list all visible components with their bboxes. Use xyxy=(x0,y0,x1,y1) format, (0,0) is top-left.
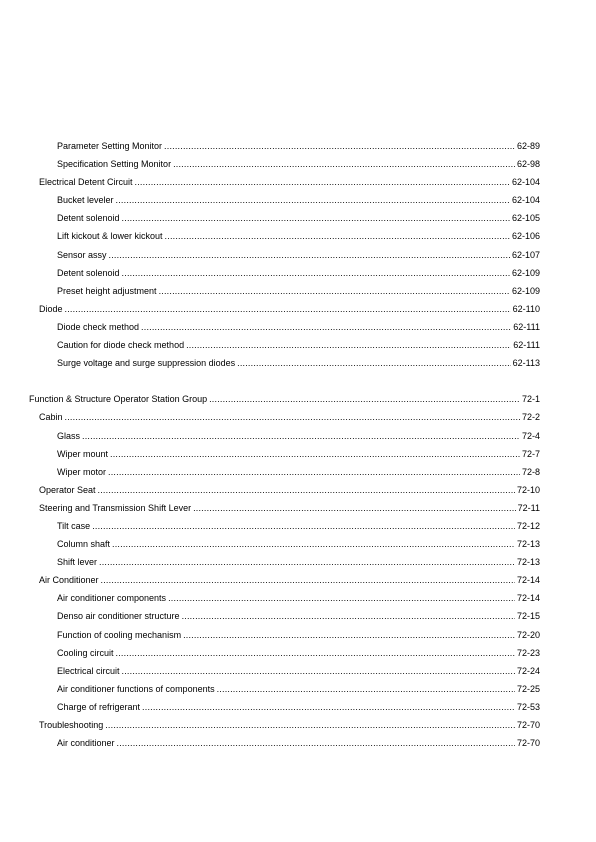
toc-entry-title: Cabin xyxy=(39,412,63,423)
toc-entry[interactable] xyxy=(0,499,596,517)
toc-entry-title: Electrical circuit xyxy=(57,665,120,676)
toc-entry-title: Tilt case xyxy=(57,520,91,531)
toc-entry[interactable] xyxy=(0,662,596,680)
toc-entry-page: 72-10 xyxy=(516,484,540,495)
toc-entry-page: 62-107 xyxy=(511,249,540,260)
toc-entry-page: 72-13 xyxy=(516,557,540,568)
toc-entry-row xyxy=(57,662,540,680)
toc-entry-row xyxy=(57,734,540,752)
dot-leader xyxy=(92,517,515,535)
dot-leader xyxy=(82,427,520,445)
toc-entry-title: Operator Seat xyxy=(39,484,96,495)
dot-leader xyxy=(193,499,516,517)
toc-entry-page: 72-8 xyxy=(521,466,540,477)
toc-entry-row xyxy=(57,517,540,535)
toc-entry-page: 62-106 xyxy=(511,231,540,242)
dot-leader xyxy=(116,191,510,209)
toc-entry[interactable] xyxy=(0,716,596,734)
toc-entry-row xyxy=(57,264,540,282)
toc-entry-row xyxy=(57,463,540,481)
toc-entry[interactable] xyxy=(0,264,596,282)
toc-entry-page: 62-111 xyxy=(513,340,540,351)
toc-entry-title: Wiper motor xyxy=(57,466,107,477)
toc-entry-title: Caution for diode check method xyxy=(57,340,185,351)
toc-entry-page: 72-4 xyxy=(521,430,540,441)
toc-entry-row xyxy=(39,571,540,589)
toc-entry-page: 72-53 xyxy=(516,701,540,712)
dot-leader xyxy=(164,137,515,155)
dot-leader xyxy=(117,734,515,752)
toc-entry[interactable] xyxy=(0,535,596,553)
toc-entry-row xyxy=(57,644,540,662)
dot-leader xyxy=(101,571,515,589)
toc-entry[interactable] xyxy=(0,191,596,209)
toc-entry-row xyxy=(39,300,540,318)
toc-entry-title: Surge voltage and surge suppression diodes xyxy=(57,358,236,369)
toc-entry-page: 62-110 xyxy=(512,303,540,314)
toc-entry-title: Air conditioner functions of components xyxy=(57,683,215,694)
dot-leader xyxy=(65,300,511,318)
toc-entry-page: 72-24 xyxy=(516,665,540,676)
toc-entry-title: Charge of refrigerant xyxy=(57,701,141,712)
dot-leader xyxy=(186,336,511,354)
toc-entry-title: Column shaft xyxy=(57,539,111,550)
toc-entry-page: 72-11 xyxy=(517,502,540,513)
toc-entry-title: Sensor assy xyxy=(57,249,107,260)
toc-entry[interactable] xyxy=(0,589,596,607)
toc-entry-row xyxy=(57,137,540,155)
toc-entry-title: Denso air conditioner structure xyxy=(57,611,180,622)
toc-entry[interactable] xyxy=(0,626,596,644)
dot-leader xyxy=(122,662,515,680)
toc-entry[interactable] xyxy=(0,318,596,336)
toc-entry-title: Glass xyxy=(57,430,81,441)
dot-leader xyxy=(112,535,515,553)
toc-entry[interactable] xyxy=(0,607,596,625)
dot-leader xyxy=(99,553,515,571)
toc-entry[interactable] xyxy=(0,408,596,426)
toc-entry[interactable] xyxy=(0,282,596,300)
toc-entry-row xyxy=(57,336,540,354)
toc-entry[interactable] xyxy=(0,680,596,698)
toc-entry-title: Diode xyxy=(39,303,63,314)
toc-entry-row xyxy=(57,155,540,173)
dot-leader xyxy=(65,408,520,426)
toc-entry-title: Preset height adjustment xyxy=(57,285,157,296)
dot-leader xyxy=(237,354,511,372)
toc-entry-row xyxy=(57,553,540,571)
toc-entry-page: 72-20 xyxy=(516,629,540,640)
toc-entry-title: Air Conditioner xyxy=(39,575,99,586)
toc-entry[interactable] xyxy=(0,246,596,264)
toc-entry-title: Detent solenoid xyxy=(57,213,120,224)
dot-leader xyxy=(182,607,515,625)
toc-entry-page: 72-1 xyxy=(521,394,540,405)
toc-entry[interactable] xyxy=(0,463,596,481)
toc-entry-page: 62-109 xyxy=(511,285,540,296)
toc-entry[interactable] xyxy=(0,644,596,662)
toc-entry-title: Diode check method xyxy=(57,321,140,332)
toc-entry-title: Air conditioner xyxy=(57,738,115,749)
toc-entry-row xyxy=(39,173,540,191)
toc-entry-page: 62-113 xyxy=(512,358,540,369)
toc-entry-title: Wiper mount xyxy=(57,448,109,459)
toc-entry[interactable] xyxy=(0,300,596,318)
toc-entry[interactable] xyxy=(0,209,596,227)
toc-entry-page: 72-25 xyxy=(516,683,540,694)
toc-entry-title: Specification Setting Monitor xyxy=(57,159,172,170)
toc-entry[interactable] xyxy=(0,137,596,155)
toc-entry[interactable] xyxy=(0,427,596,445)
toc-entry-page: 62-104 xyxy=(511,177,540,188)
toc-entry-page: 62-89 xyxy=(516,141,540,151)
dot-leader xyxy=(173,155,515,173)
toc-entry-page: 72-70 xyxy=(516,738,540,749)
table-of-contents xyxy=(0,137,596,752)
toc-entry-page: 62-111 xyxy=(513,321,540,332)
dot-leader xyxy=(98,481,515,499)
toc-entry-title: Parameter Setting Monitor xyxy=(57,141,163,151)
toc-entry-row xyxy=(57,354,540,372)
dot-leader xyxy=(109,246,510,264)
toc-entry-row xyxy=(57,535,540,553)
toc-entry-title: Steering and Transmission Shift Lever xyxy=(39,502,192,513)
dot-leader xyxy=(141,318,511,336)
toc-entry[interactable] xyxy=(0,390,596,408)
dot-leader xyxy=(122,209,510,227)
toc-entry-page: 72-14 xyxy=(516,593,540,604)
toc-entry-page: 72-23 xyxy=(516,647,540,658)
toc-entry-row xyxy=(39,408,540,426)
toc-entry[interactable] xyxy=(0,481,596,499)
toc-entry-row xyxy=(39,481,540,499)
toc-entry-row xyxy=(57,607,540,625)
toc-entry-row xyxy=(57,318,540,336)
dot-leader xyxy=(209,390,520,408)
toc-entry-title: Function & Structure Operator Station Group xyxy=(29,394,208,405)
toc-entry-row xyxy=(57,191,540,209)
toc-entry[interactable] xyxy=(0,698,596,716)
toc-entry[interactable] xyxy=(0,445,596,463)
toc-entry-row xyxy=(57,282,540,300)
toc-entry[interactable] xyxy=(0,155,596,173)
toc-entry-page: 72-12 xyxy=(516,520,540,531)
toc-entry[interactable] xyxy=(0,227,596,245)
dot-leader xyxy=(165,227,510,245)
dot-leader xyxy=(159,282,510,300)
toc-entry-page: 72-13 xyxy=(516,539,540,550)
toc-entry-title: Troubleshooting xyxy=(39,720,104,730)
toc-entry-page: 72-7 xyxy=(521,448,540,459)
toc-entry-row xyxy=(39,716,540,734)
toc-entry[interactable] xyxy=(0,571,596,589)
toc-entry-row xyxy=(39,499,540,517)
toc-entry-title: Lift kickout & lower kickout xyxy=(57,231,163,242)
toc-entry-page: 72-14 xyxy=(516,575,540,586)
toc-entry[interactable] xyxy=(0,517,596,535)
toc-entry-page: 72-2 xyxy=(521,412,540,423)
dot-leader xyxy=(142,698,515,716)
toc-entry-title: Air conditioner components xyxy=(57,593,167,604)
toc-entry[interactable] xyxy=(0,354,596,372)
toc-entry-page: 72-15 xyxy=(516,611,540,622)
dot-leader xyxy=(110,445,520,463)
toc-entry-row xyxy=(57,698,540,716)
section-spacer xyxy=(0,372,596,390)
dot-leader xyxy=(135,173,510,191)
dot-leader xyxy=(108,463,520,481)
toc-entry-row xyxy=(57,589,540,607)
toc-entry[interactable] xyxy=(0,336,596,354)
dot-leader xyxy=(217,680,515,698)
toc-entry-title: Electrical Detent Circuit xyxy=(39,177,133,188)
toc-entry-row xyxy=(57,445,540,463)
toc-entry-page: 62-109 xyxy=(511,267,540,278)
toc-entry-row xyxy=(57,227,540,245)
toc-entry-row xyxy=(57,427,540,445)
dot-leader xyxy=(168,589,515,607)
toc-entry[interactable] xyxy=(0,173,596,191)
dot-leader xyxy=(105,716,515,734)
toc-entry-row xyxy=(57,209,540,227)
toc-entry[interactable] xyxy=(0,734,596,752)
toc-entry-page: 72-70 xyxy=(516,720,540,730)
toc-entry-row xyxy=(29,390,540,408)
dot-leader xyxy=(116,644,515,662)
toc-entry-title: Detent solenoid xyxy=(57,267,120,278)
toc-entry[interactable] xyxy=(0,553,596,571)
toc-entry-row xyxy=(57,680,540,698)
toc-entry-row xyxy=(57,626,540,644)
toc-entry-title: Bucket leveler xyxy=(57,195,114,206)
toc-entry-page: 62-98 xyxy=(516,159,540,170)
toc-entry-page: 62-104 xyxy=(511,195,540,206)
toc-entry-title: Cooling circuit xyxy=(57,647,114,658)
toc-entry-title: Function of cooling mechanism xyxy=(57,629,182,640)
dot-leader xyxy=(183,626,515,644)
toc-entry-page: 62-105 xyxy=(511,213,540,224)
dot-leader xyxy=(122,264,510,282)
toc-entry-title: Shift lever xyxy=(57,557,98,568)
toc-entry-row xyxy=(57,246,540,264)
